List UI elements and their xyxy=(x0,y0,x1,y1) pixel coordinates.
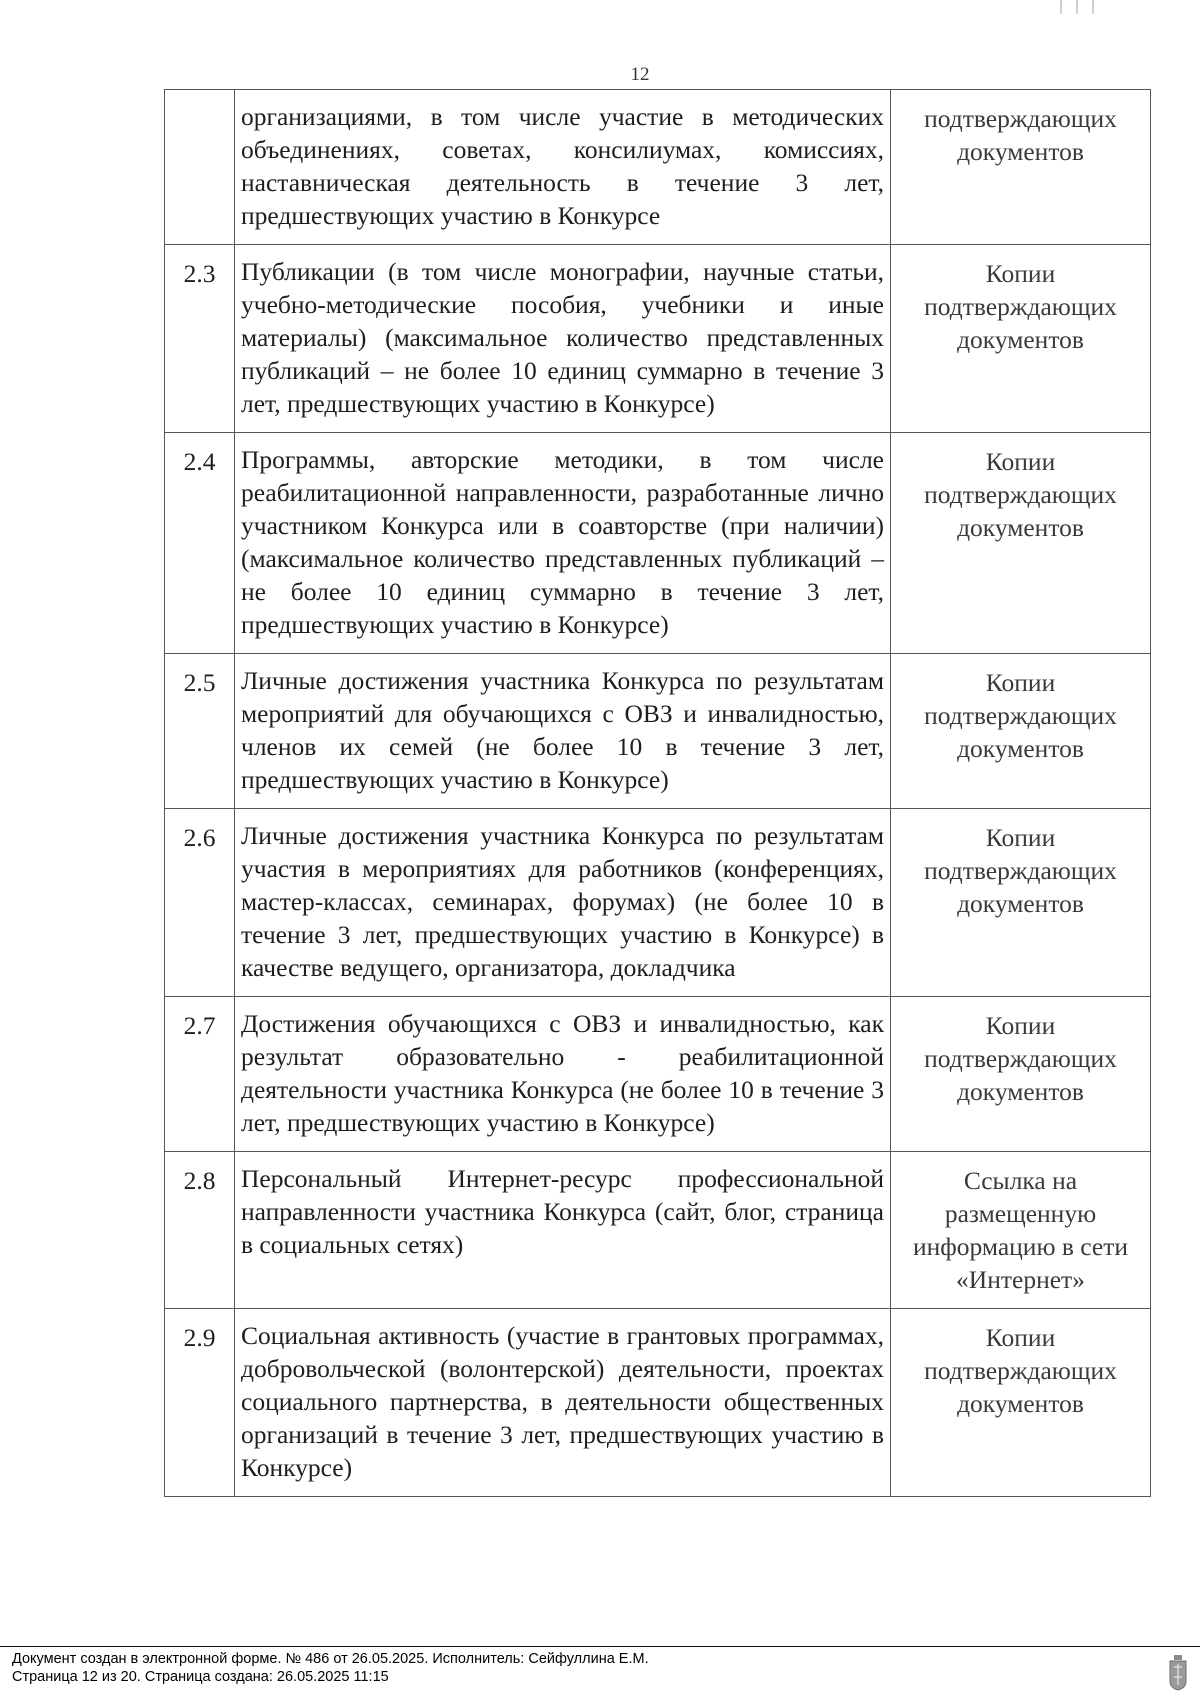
row-documents: Копии подтверждающих документов xyxy=(891,997,1151,1152)
row-description: Персональный Интернет-ресурс профессиональной направленности участника Конкурса (сайт, блог, страница в социальных сетях) xyxy=(235,1152,891,1309)
table-row xyxy=(165,1152,1151,1309)
table-row xyxy=(165,997,1151,1152)
row-description: Личные достижения участника Конкурса по результатам участия в мероприятиях для работников (конференциях, мастер-классах, семинарах, форумах) (не более 10 в течение 3 лет, предшествующих участию в Конкурсе) в качестве ведущего, организатора, докладчика xyxy=(235,809,891,997)
row-description: организациями, в том числе участие в методических объединениях, советах, консилиумах, комиссиях, наставническая деятельность в течение 3 лет, предшествующих участию в Конкурсе xyxy=(235,90,891,245)
scan-edge-marks xyxy=(1060,0,1130,14)
footer-page-info: Страница 12 из 20. Страница создана: 26.05.2025 11:15 xyxy=(12,1669,389,1685)
row-number xyxy=(165,90,235,245)
table-row xyxy=(165,245,1151,433)
row-number: 2.7 xyxy=(165,997,235,1152)
row-documents: Копии подтверждающих документов xyxy=(891,1309,1151,1497)
table-row xyxy=(165,90,1151,245)
footer-document-info: Документ создан в электронной форме. № 486 от 26.05.2025. Исполнитель: Сейфуллина Е.М. xyxy=(12,1651,649,1667)
table-row xyxy=(165,809,1151,997)
row-description: Достижения обучающихся с ОВЗ и инвалидностью, как результат образовательно - реабилитационной деятельности участника Конкурса (не более 10 в течение 3 лет, предшествующих участию в Конкурсе) xyxy=(235,997,891,1152)
page-number: 12 xyxy=(630,64,650,85)
row-number: 2.3 xyxy=(165,245,235,433)
coat-of-arms-icon xyxy=(1168,1655,1188,1691)
row-documents: Копии подтверждающих документов xyxy=(891,654,1151,809)
row-documents: Копии подтверждающих документов xyxy=(891,245,1151,433)
table-row xyxy=(165,433,1151,654)
row-number: 2.5 xyxy=(165,654,235,809)
row-number: 2.6 xyxy=(165,809,235,997)
row-documents: Ссылка на размещенную информацию в сети «Интернет» xyxy=(891,1152,1151,1309)
criteria-table xyxy=(164,89,1151,1497)
row-documents: подтверждающих документов xyxy=(891,90,1151,245)
electronic-document-footer xyxy=(0,1646,1200,1699)
row-description: Социальная активность (участие в грантовых программах, добровольческой (волонтерской) деятельности, проектах социального партнерства, в деятельности общественных организаций в течение 3 лет, предшествующих участию в Конкурсе) xyxy=(235,1309,891,1497)
row-number: 2.8 xyxy=(165,1152,235,1309)
row-number: 2.9 xyxy=(165,1309,235,1497)
row-description: Программы, авторские методики, в том числе реабилитационной направленности, разработанные лично участником Конкурса или в соавторстве (при наличии) (максимальное количество представленных публикаций – не более 10 единиц суммарно в течение 3 лет, предшествующих участию в Конкурсе) xyxy=(235,433,891,654)
row-description: Личные достижения участника Конкурса по результатам мероприятий для обучающихся с ОВЗ и инвалидностью, членов их семей (не более 10 в течение 3 лет, предшествующих участию в Конкурсе) xyxy=(235,654,891,809)
table-row xyxy=(165,654,1151,809)
row-description: Публикации (в том числе монографии, научные статьи, учебно-методические пособия, учебники и иные материалы) (максимальное количество представленных публикаций – не более 10 единиц суммарно в течение 3 лет, предшествующих участию в Конкурсе) xyxy=(235,245,891,433)
row-documents: Копии подтверждающих документов xyxy=(891,433,1151,654)
row-number: 2.4 xyxy=(165,433,235,654)
table-row xyxy=(165,1309,1151,1497)
row-documents: Копии подтверждающих документов xyxy=(891,809,1151,997)
